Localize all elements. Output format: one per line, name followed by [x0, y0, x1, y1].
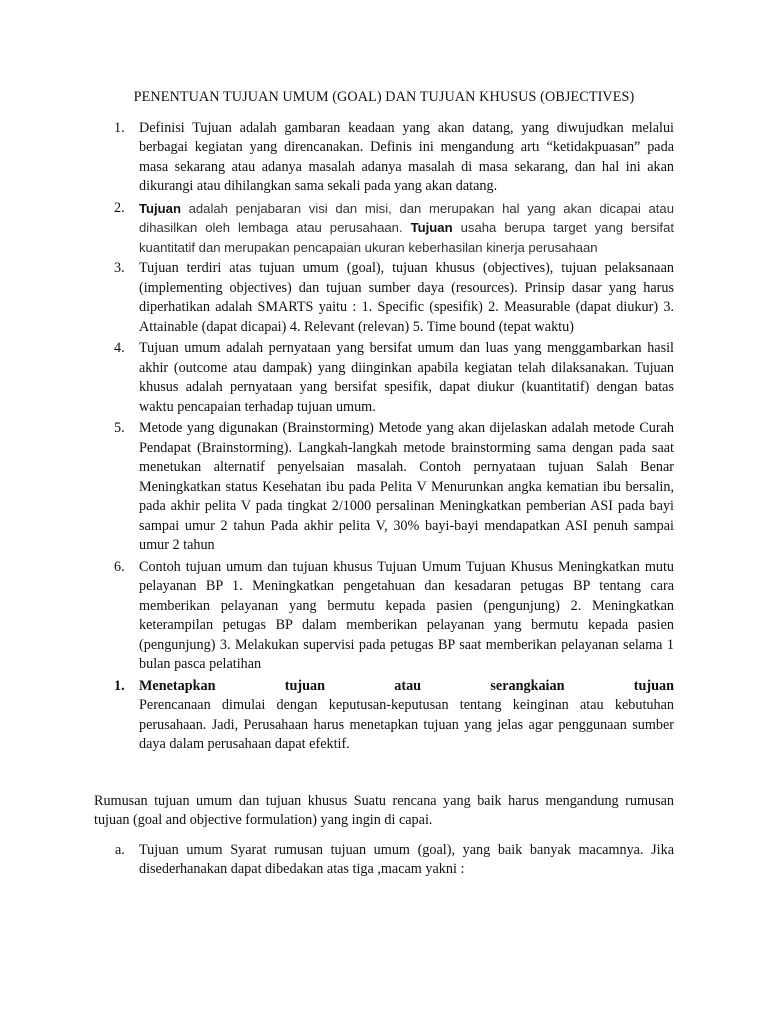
list-item-text: Metode yang digunakan (Brainstorming) Metode yang akan dijelaskan adalah metode Curah Pendapat (Brainstorming). Langkah-langkah metode brainstorming sama dengan pada saat menetukan alternatif penyelsaian masalah. Contoh pernyataan tujuan Salah Benar Meningkatkan status Kesehatan ibu pada Pelita V Menurunkan angka kematian ibu bersalin, pada akhir pelita V pada tingkat 2/1000 persalinan Meningkatkan pemberian ASI pada bayi sampai umur 2 tahun Pada akhir pelita V, 30% bayi-bayi mendapatkan ASI penuh sampai umur 2 tahun — [139, 420, 674, 553]
list-item-text: usaha berupa target yang bersifat kuantitatif dan merupakan pencapaian ukuran keberhasilan kinerja perusahaan — [139, 220, 674, 255]
list-item-text: Contoh tujuan umum dan tujuan khusus Tujuan Umum Tujuan Khusus Meningkatkan mutu pelayanan BP 1. Meningkatkan pengetahuan dan kesadaran petugas BP tentang cara memberikan pelayanan yang bermutu kepada pasien (pengunjung) 2. Meningkatkan keterampilan petugas BP dalam memberikan pelayanan yang bermutu kepada pasien (pengunjung) 3. Melakukan supervisi pada petugas BP saat memberikan pelayanan selama 1 bulan pasca pelatihan — [139, 558, 674, 672]
list-item-text: adalah penjabaran visi dan misi, dan merupakan hal yang akan dicapai atau dihasilkan oleh lembaga atau perusahaan. — [139, 200, 674, 235]
list-item — [94, 339, 674, 417]
list-letter: a. — [115, 841, 125, 858]
bold-term: Tujuan — [410, 220, 453, 235]
list-item — [94, 558, 674, 675]
list-number: 3. — [114, 260, 125, 276]
list-item — [94, 199, 674, 258]
list-number: 1. — [114, 119, 125, 136]
list-item — [94, 419, 674, 556]
list-item-text: Tujuan terdiri atas tujuan umum (goal), tujuan khusus (objectives), tujuan pelaksanaan (implementing objectives) dan tujuan sumber daya (resources). Prinsip dasar yang harus diperhatikan adalah SMARTS yaitu : 1. Specific (spesifik) 2. Measurable (dapat diukur) 3. Attainable (dapat dicapai) 4. Relevant (relevan) 5. Time bound (tepat waktu) — [139, 260, 674, 335]
list-number: 6. — [114, 558, 125, 575]
section-heading: Menetapkan tujuan atau serangkaian tujuan — [139, 677, 674, 694]
section-text: Perencanaan dimulai dengan keputusan-keputusan tentang keinginan atau kebutuhan perusahaan. Jadi, Perusahaan harus menetapkan tujuan yang jelas agar penggunaan sumber daya dalam perusahaan dapat efektif. — [139, 697, 674, 752]
body-paragraph: Rumusan tujuan umum dan tujuan khusus Suatu rencana yang baik harus mengandung rumusan tujuan (goal and objective formulation) yang ingin di capai. — [94, 792, 674, 828]
list-item-text: Definisi Tujuan adalah gambaran keadaan yang akan datang, yang diwujudkan melalui berbagai kegiatan yang direncanakan. Definis ini mengandung artı “ketidakpuasan” pada masa sekarang atau adanya masalah adanya masalah di masa sekarang, dan hal ini akan dikurangi atau dihilangkan sama sekali pada yang akan datang. — [139, 119, 674, 194]
list-item-heading — [94, 677, 674, 755]
numbered-list — [94, 119, 674, 755]
list-number: 4. — [114, 340, 125, 356]
list-item-text: Tujuan umum Syarat rumusan tujuan umum (goal), yang baik banyak macamnya. Jika disederhanakan dapat dibedakan atas tiga ,macam yakni : — [139, 841, 674, 877]
list-item — [94, 841, 674, 880]
list-number: 1. — [114, 677, 125, 694]
document-title: PENENTUAN TUJUAN UMUM (GOAL) DAN TUJUAN KHUSUS (OBJECTIVES) — [133, 89, 635, 105]
list-item-text: Tujuan umum adalah pernyataan yang bersifat umum dan luas yang menggambarkan hasil akhir (outcome atau dampak) yang diinginkan apabila kegiatan telah dilaksanakan. Tujuan khusus adalah pernyataan yang bersifat spesifik, dapat diukur (kuantitatif) dengan batas waktu pencapaian terhadap tujuan umum. — [139, 340, 674, 415]
list-number: 5. — [114, 420, 125, 436]
list-item — [94, 259, 674, 337]
list-number: 2. — [114, 199, 125, 216]
bold-term: Tujuan — [139, 200, 181, 216]
lettered-list — [94, 841, 674, 880]
list-item — [94, 119, 674, 197]
